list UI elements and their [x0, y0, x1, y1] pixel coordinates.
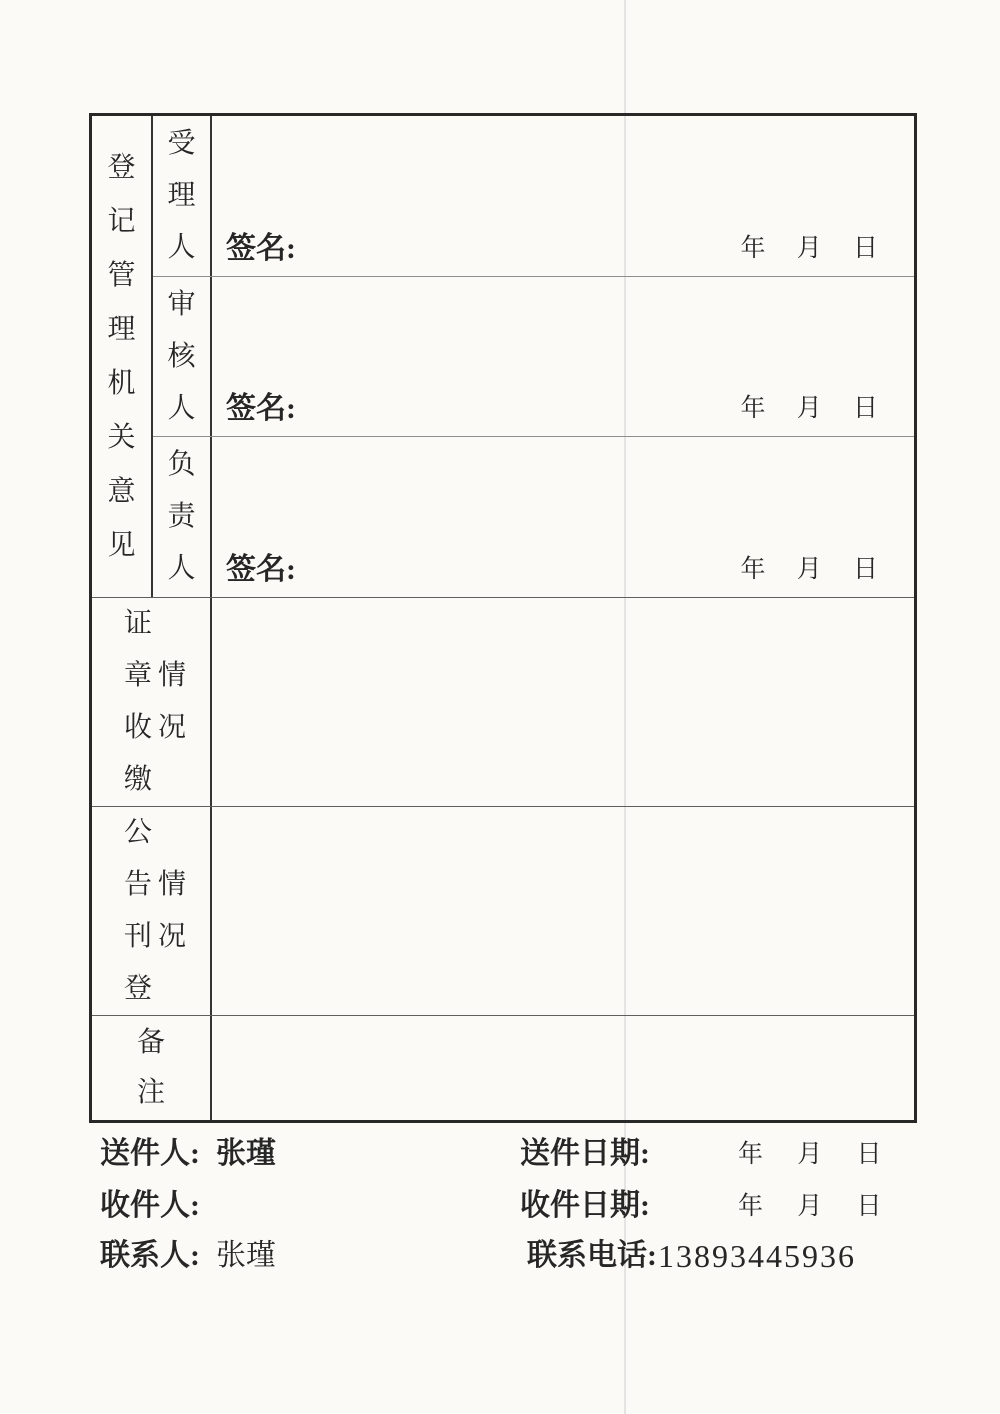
section-authority-opinion — [92, 116, 914, 597]
receive-date-placeholder: 年 月 日 — [738, 1193, 882, 1220]
send-date-placeholder: 年 月 日 — [738, 1141, 882, 1168]
receiver-label: 收件人: — [100, 1189, 200, 1222]
section-remarks — [92, 1015, 914, 1120]
sender-row — [0, 1136, 1000, 1176]
contact-person-label: 联系人: — [100, 1239, 200, 1272]
responsible-person-row — [153, 437, 914, 597]
sender-label: 送件人: — [100, 1137, 200, 1170]
contact-phone-value: 13893445936 — [658, 1238, 856, 1274]
section-announcement-publication — [92, 806, 914, 1015]
responsible-person-role-label: 负 责 人 — [153, 437, 212, 597]
date-placeholder: 年 月 日 — [740, 556, 878, 583]
acceptor-signature-cell — [212, 116, 914, 276]
reviewer-signature-cell — [212, 277, 914, 436]
reviewer-row — [153, 277, 914, 437]
authority-opinion-header: 登 记 管 理 机 关 意 见 — [92, 116, 153, 597]
registration-form-table — [89, 113, 917, 1123]
contact-phone-label: 联系电话: — [527, 1239, 657, 1272]
announcement-publication-header-main: 公 告 刊 登 — [123, 817, 152, 1004]
signature-label: 签名: — [226, 392, 296, 425]
seal-collection-header-main: 证 章 收 缴 — [123, 608, 152, 795]
contact-row — [0, 1238, 1000, 1278]
receive-date-label: 收件日期: — [520, 1189, 650, 1222]
remarks-content — [212, 1016, 914, 1120]
seal-collection-header-sub: 情 况 — [158, 660, 187, 743]
announcement-publication-content — [212, 807, 914, 1015]
reviewer-role-label: 审 核 人 — [153, 277, 212, 436]
sender-value: 张瑾 — [216, 1137, 276, 1170]
send-date-label: 送件日期: — [520, 1137, 650, 1170]
authority-opinion-rows — [153, 116, 914, 597]
announcement-publication-header — [92, 807, 212, 1015]
signature-label: 签名: — [226, 553, 296, 586]
receiver-row — [0, 1188, 1000, 1228]
acceptor-row — [153, 116, 914, 277]
remarks-header: 备 注 — [92, 1016, 212, 1120]
contact-person-value: 张瑾 — [216, 1239, 276, 1272]
date-placeholder: 年 月 日 — [740, 235, 878, 262]
announcement-publication-header-sub: 情 况 — [158, 869, 187, 952]
acceptor-role-label: 受 理 人 — [153, 116, 212, 276]
responsible-person-signature-cell — [212, 437, 914, 597]
seal-collection-content — [212, 598, 914, 806]
date-placeholder: 年 月 日 — [740, 395, 878, 422]
signature-label: 签名: — [226, 232, 296, 265]
seal-collection-header — [92, 598, 212, 806]
section-seal-collection — [92, 597, 914, 806]
